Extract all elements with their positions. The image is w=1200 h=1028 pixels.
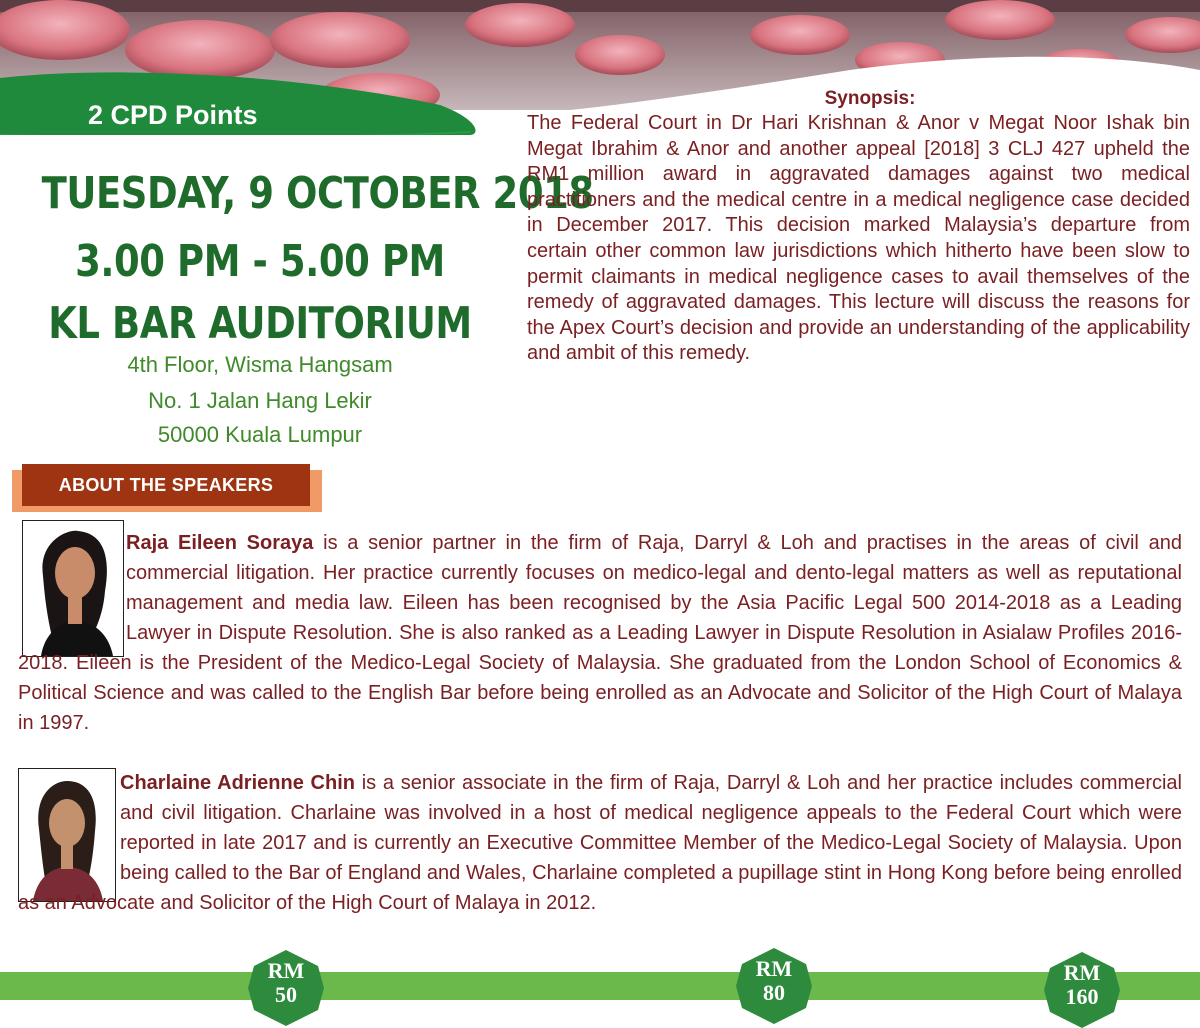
price-badge-3 [1044, 952, 1120, 1009]
price-currency: RM [1063, 960, 1101, 985]
speaker-bio-text: is a senior partner in the firm of Raja, Darryl & Loh and practises in the areas of civil and commercial litigation. Her practice currently focuses on medico-legal and dento-legal matters as well as reputational management and media law. Eileen has been recognised by the Asia Pacific Legal 500 2014-2018 as a Leading Lawyer in Dispute Resolution. She is also ranked as a Leading Lawyer in Dispute Resolution in Asialaw Profiles 2016-2018. Eileen is the President of the Medico-Legal Society of Malaysia. She graduated from the London School of Economics & Political Science and was called to the English Bar before being enrolled as an Advocate and Solicitor of the High Court of Malaya in 1997. [18, 532, 1182, 734]
about-speakers-heading: ABOUT THE SPEAKERS [22, 464, 310, 506]
speaker-name: Raja Eileen Soraya [126, 532, 314, 554]
synopsis-body: The Federal Court in Dr Hari Krishnan & Anor v Megat Noor Ishak bin Megat Ibrahim & Anor and another appeal [2018] 3 CLJ 427 upheld the RM1 million award in aggravated damages against two medical practitioners and the medical centre in a medical negligence case decided in December 2017. This decision marked Malaysia’s departure from certain other common law jurisdictions which hitherto have been slow to permit claimants in medical negligence cases to avail themselves of the remedy of aggravated damages. This lecture will discuss the reasons for the Apex Court’s decision and provide an understanding of the applicability and ambit of this remedy. [527, 112, 1190, 365]
speaker-name: Charlaine Adrienne Chin [120, 772, 355, 794]
price-currency: RM [755, 956, 793, 981]
speaker-bio-eileen [18, 528, 1182, 738]
speaker-bio-charlaine [18, 768, 1182, 918]
event-time: 3.00 PM - 5.00 PM [75, 236, 445, 287]
price-amount: 160 [1065, 984, 1099, 1009]
address-line-3: 50000 Kuala Lumpur [157, 422, 363, 447]
price-badge-2 [736, 948, 812, 1005]
address-line-1: 4th Floor, Wisma Hangsam [127, 352, 393, 377]
event-date: TUESDAY, 9 OCTOBER 2018 [41, 168, 594, 219]
price-amount: 50 [275, 982, 297, 1007]
address-line-2: No. 1 Jalan Hang Lekir [148, 388, 372, 413]
event-venue: KL BAR AUDITORIUM [48, 298, 472, 349]
price-bar [0, 972, 1200, 1000]
price-badge-1 [248, 950, 324, 1007]
synopsis-title: Synopsis: [824, 88, 916, 109]
price-amount: 80 [763, 980, 785, 1005]
price-currency: RM [267, 958, 305, 983]
cpd-points: 2 CPD Points [88, 100, 258, 130]
speaker-bio-text: is a senior associate in the firm of Raja, Darryl & Loh and her practice includes commercial and civil litigation. Charlaine was involved in a host of medical negligence appeals to the Federal Court which were reported in late 2017 and is currently an Executive Committee Member of the Medico-Legal Society of Malaysia. Upon being called to the Bar of England and Wales, Charlaine completed a pupillage stint in Hong Kong before being enrolled as an Advocate and Solicitor of the High Court of Malaya in 2012. [18, 772, 1182, 914]
